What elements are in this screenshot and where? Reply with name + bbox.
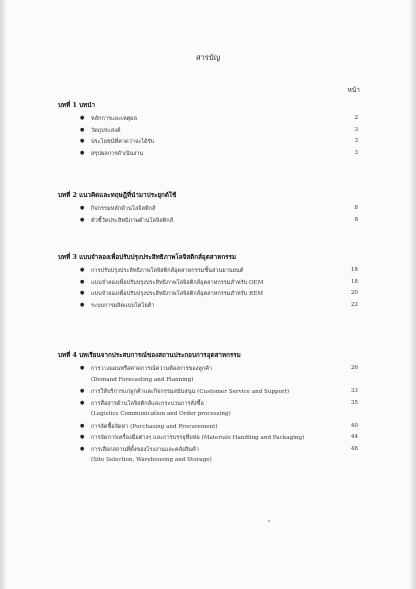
toc-entry-label: การจัดซื้อจัดหา (Purchasing and Procurement) <box>91 423 218 430</box>
toc-entry-label: กิจกรรมหลักด้านโลจิสติกส์ <box>91 206 156 212</box>
bullet-icon: ● <box>80 445 85 452</box>
bullet-icon: ● <box>80 216 85 223</box>
scan-edge-left <box>0 0 6 589</box>
toc-entry-label: การปรับปรุงประสิทธิภาพโลจิสติกส์อุตสาหกรรมชิ้นส่วนยานยนต์ <box>91 268 244 274</box>
page-title: สารบัญ <box>196 53 220 62</box>
toc-entry <box>58 267 358 279</box>
toc-entry-label: การจัดการเครื่องมือต่างๆ และการบรรจุหีบห่อ (Materials Handling and Packaging) <box>91 435 305 441</box>
toc-entry-page: 8 <box>354 216 358 223</box>
chapter-1 <box>58 100 358 161</box>
chapter-heading: บทที่ 3 แบบจำลองเพื่อปรับปรุงประสิทธิภาพโลจิสติกส์อุตสาหกรรม <box>58 254 237 261</box>
toc-entry-label: (Site Selection, Warehousing and Storage) <box>91 457 212 463</box>
toc-entry-page: 3 <box>354 126 358 133</box>
toc-entry <box>58 217 358 229</box>
bullet-icon: ● <box>80 149 85 156</box>
toc-entry-label: (Logistics Communication and Order processing) <box>91 411 231 417</box>
toc-entry-label: (Demand Forecasting and Planning) <box>91 376 194 383</box>
bullet-icon: ● <box>80 301 85 308</box>
toc-entry <box>58 446 358 458</box>
chapter-4 <box>58 350 358 469</box>
chapter-items <box>58 365 358 469</box>
toc-subentry <box>58 411 358 423</box>
toc-entry-page: 44 <box>350 434 358 440</box>
toc-entry <box>58 400 358 412</box>
toc-entry-label: แบบจำลองเพื่อปรับปรุงประสิทธิภาพโลจิสติกส์อุตสาหกรรมสำหรับ REM <box>91 291 264 297</box>
toc-entry-page: 22 <box>350 301 358 308</box>
toc-entry-page: 18 <box>350 278 358 285</box>
toc-entry-label: การให้บริการแก่ลูกค้าและกิจกรรมสนับสนุน (Customer Service and Support) <box>91 389 290 395</box>
bullet-icon: ● <box>80 434 85 440</box>
toc-entry <box>58 115 358 127</box>
bullet-icon: ● <box>80 399 85 406</box>
toc-entry <box>58 205 358 217</box>
chapter-items <box>58 267 358 313</box>
toc-entry <box>58 290 358 302</box>
bullet-icon: ● <box>80 278 85 285</box>
toc-entry <box>58 365 358 377</box>
toc-entry <box>58 302 358 314</box>
toc-entry <box>58 434 358 446</box>
toc-entry-label: ประโยชน์ที่คาดว่าจะได้รับ <box>91 139 155 145</box>
toc-entry <box>58 127 358 139</box>
bullet-icon: ● <box>80 388 85 394</box>
chapter-items <box>58 205 358 228</box>
scan-speck <box>268 520 270 522</box>
toc-entry-page: 3 <box>354 138 358 144</box>
toc-entry-label: ตัวชี้วัดประสิทธิภาพด้านโลจิสติกส์ <box>91 217 174 224</box>
chapter-items <box>58 115 358 161</box>
bullet-icon: ● <box>80 205 85 211</box>
toc-entry-page: 35 <box>350 399 358 406</box>
bullet-icon: ● <box>80 290 85 296</box>
page-column-header: หน้า <box>347 86 360 94</box>
bullet-icon: ● <box>80 267 85 273</box>
toc-entry-page: 33 <box>350 388 358 394</box>
chapter-heading: บทที่ 1 บทนำ <box>58 102 96 109</box>
toc-entry-label: หลักการและเหตุผล <box>91 116 138 122</box>
bullet-icon: ● <box>80 138 85 144</box>
bullet-icon: ● <box>80 422 85 429</box>
toc-entry-label: การสื่อสารด้านโลจิสติกส์และกระบวนการสั่งซื้อ <box>91 400 204 407</box>
toc-entry <box>58 388 358 400</box>
toc-entry-label: สรุปผลการดำเนินงาน <box>91 150 144 157</box>
bullet-icon: ● <box>80 126 85 133</box>
chapter-heading: บทที่ 2 แนวคิดและทฤษฎีที่นำมาประยุกต์ใช้ <box>58 192 177 199</box>
toc-entry-page: 48 <box>350 445 358 452</box>
toc-entry-page: 26 <box>350 365 358 371</box>
toc-entry-page: 8 <box>354 205 358 211</box>
toc-entry-label: ระบบการผลิตแบบโตโยต้า <box>91 302 155 309</box>
toc-entry <box>58 423 358 435</box>
toc-entry-page: 40 <box>350 422 358 429</box>
toc-entry-page: 18 <box>350 267 358 273</box>
toc-entry <box>58 138 358 150</box>
toc-subentry <box>58 377 358 389</box>
toc-entry-page: 3 <box>354 149 358 156</box>
toc-entry-label: แบบจำลองเพื่อปรับปรุงประสิทธิภาพโลจิสติกส์อุตสาหกรรมสำหรับ OEM <box>91 279 264 286</box>
toc-entry-label: วัตถุประสงค์ <box>91 127 121 134</box>
bullet-icon: ● <box>80 115 85 121</box>
chapter-3 <box>58 252 358 313</box>
toc-entry <box>58 150 358 162</box>
scan-edge-right <box>410 0 416 589</box>
toc-entry-page: 2 <box>354 115 358 121</box>
chapter-heading: บทที่ 4 บทเรียนจากประสบการณ์ของสถานประกอบการอุตสาหกรรม <box>58 352 241 359</box>
toc-entry-label: การวางแผนหรือคาดการณ์ความต้องการของลูกค้า <box>91 366 213 372</box>
toc-entry <box>58 279 358 291</box>
bullet-icon: ● <box>80 365 85 371</box>
chapter-2 <box>58 190 358 228</box>
toc-entry-page: 20 <box>350 290 358 296</box>
toc-subentry <box>58 457 358 469</box>
toc-entry-label: การเลือกสถานที่ตั้งของโรงงานและคลังสินค้า <box>91 446 199 453</box>
